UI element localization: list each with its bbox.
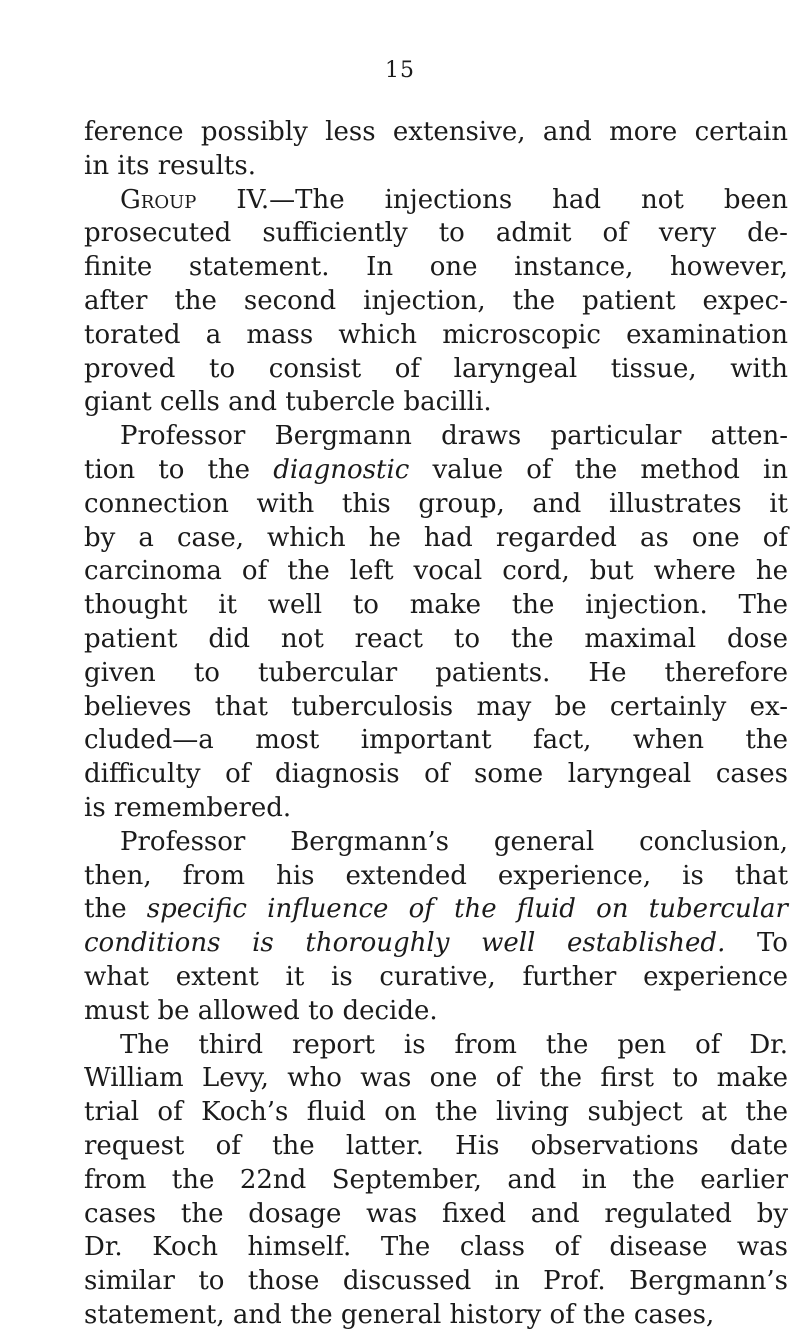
text-segment: The third report is from the pen of Dr. [120,1029,789,1060]
text-segment: the [84,894,147,925]
italic-text: conditions is thoroughly well established. [84,928,726,959]
text-segment: given to tubercular patients. He therefore [84,657,789,688]
text-line [84,1029,788,1063]
text-segment: connection with this group, and illustrates it [84,488,788,519]
text-segment: Dr. Koch himself. The class of disease was [84,1232,789,1263]
text-line [84,319,788,353]
text-segment: in its results. [84,150,256,181]
text-line [84,589,788,623]
text-segment: by a case, which he had regarded as one of [84,522,788,553]
text-line [84,285,788,319]
text-line [84,217,788,251]
text-line [84,826,788,860]
text-segment: Professor Bergmann draws particular atten- [120,421,788,452]
text-line [84,623,788,657]
text-line [84,1265,788,1299]
text-line [84,691,788,725]
italic-text: specific influence of the fluid on tubercular [146,894,788,925]
text-segment: what extent it is curative, further experience [84,961,788,992]
text-line [84,1130,788,1164]
text-line [84,1096,788,1130]
text-segment: request of the latter. His observations date [84,1130,788,1161]
text-line [84,454,788,488]
text-segment: similar to those discussed in Prof. Bergmann’s [84,1266,788,1297]
text-segment: To [725,928,788,959]
text-line [84,1062,788,1096]
text-line [84,1231,788,1265]
text-line [84,860,788,894]
text-segment: believes that tuberculosis may be certainly ex- [84,691,789,722]
text-line [84,927,788,961]
text-line [84,116,788,150]
text-line [84,893,788,927]
text-line [84,792,788,826]
text-segment: William Levy, who was one of the first to make [84,1063,788,1094]
text-segment: from the 22nd September, and in the earlier [84,1164,789,1195]
text-segment: then, from his extended experience, is that [84,860,789,891]
text-segment: patient did not react to the maximal dose [84,623,788,654]
text-line [84,522,788,556]
text-line [84,420,788,454]
text-line [84,184,788,218]
page-number: 15 [385,58,415,83]
text-segment: cases the dosage was fixed and regulated by [84,1198,789,1229]
text-segment: must be allowed to decide. [84,995,438,1026]
text-line [84,724,788,758]
text-segment: statement, and the general history of the cases, [84,1299,715,1330]
text-segment: prosecuted sufficiently to admit of very de- [84,218,788,249]
text-line [84,1164,788,1198]
italic-text: diagnostic [273,454,410,485]
text-segment: proved to consist of laryngeal tissue, with [84,353,788,384]
text-line [84,353,788,387]
text-segment: after the second injection, the patient expec- [84,285,788,316]
text-line [84,657,788,691]
text-line [84,758,788,792]
text-segment: cluded—a most important fact, when the [84,725,789,756]
text-segment: ference possibly less extensive, and more certain [84,117,789,147]
text-line [84,555,788,589]
text-segment: thought it well to make the injection. The [84,590,788,621]
text-segment: trial of Koch’s fluid on the living subject at the [84,1097,788,1128]
small-caps-text: Group [120,184,197,215]
body-text [84,116,788,1333]
text-segment: Professor Bergmann’s general conclusion, [120,826,788,857]
text-segment: is remembered. [84,792,292,823]
text-segment: tion to the [84,454,274,485]
text-line [84,1198,788,1232]
text-segment: difficulty of diagnosis of some laryngeal cases [84,759,789,790]
text-line [84,488,788,522]
text-line [84,150,788,184]
text-segment: giant cells and tubercle bacilli. [84,387,492,418]
text-segment: torated a mass which microscopic examination [84,319,789,350]
text-segment: carcinoma of the left vocal cord, but where he [84,556,788,587]
text-line [84,995,788,1029]
text-line [84,251,788,285]
text-line [84,961,788,995]
text-segment: finite statement. In one instance, however, [84,252,788,283]
text-line [84,386,788,420]
text-segment: IV.—The injections had not been [196,184,789,215]
text-segment: value of the method in [409,454,789,485]
